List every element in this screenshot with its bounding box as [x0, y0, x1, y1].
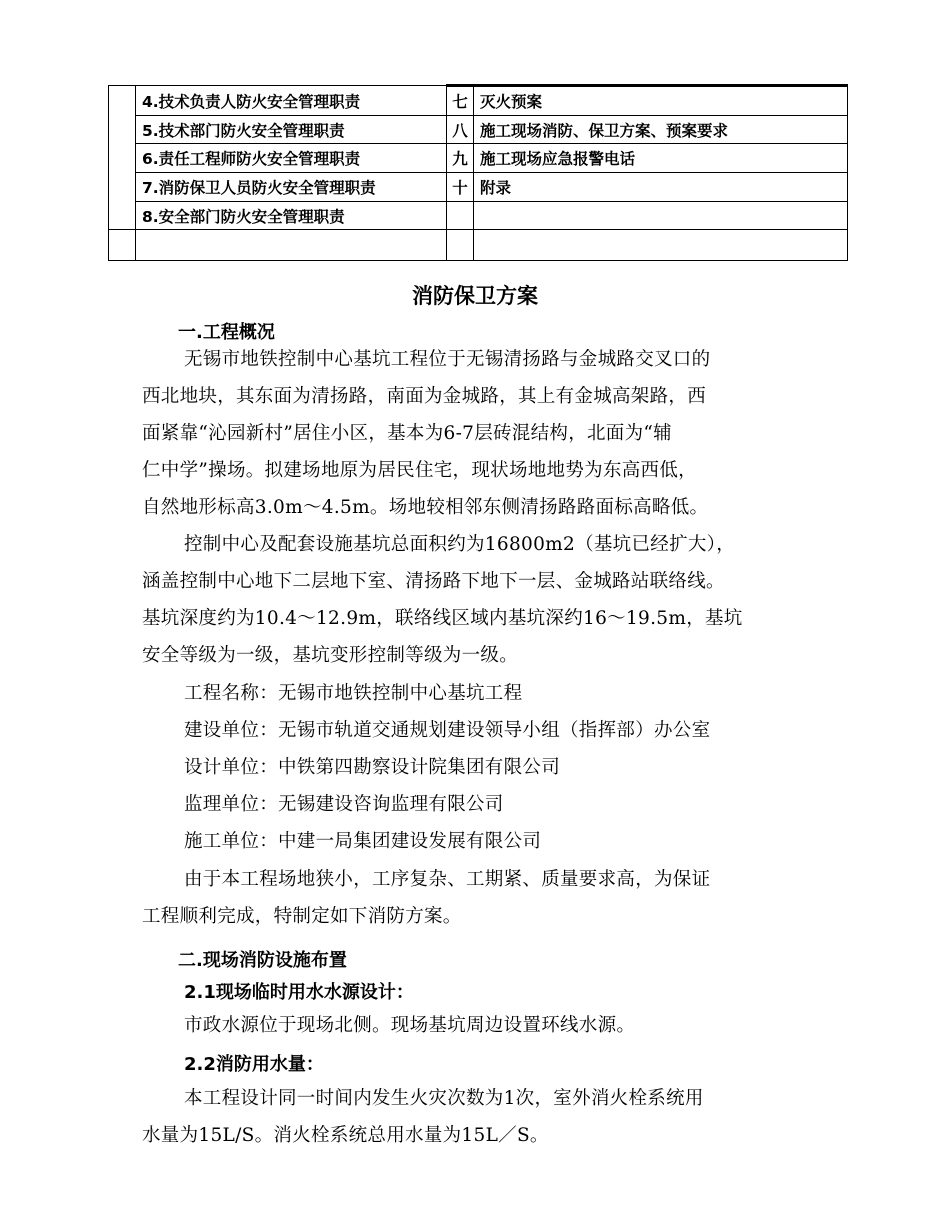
table-cell-blank — [109, 86, 136, 230]
document-title: 消防保卫方案 — [412, 284, 538, 308]
paragraph-line: 控制中心及配套设施基坑总面积约为16800m2（基坑已经扩大）， — [184, 534, 736, 555]
table-cell-left: 6.责任工程师防火安全管理职责 — [136, 144, 447, 173]
paragraph-line: 面紧靠“沁园新村”居住小区，基本为6-7层砖混结构，北面为“辅 — [142, 423, 672, 444]
table-cell-left: 4.技术负责人防火安全管理职责 — [136, 86, 447, 116]
table-cell-left: 8.安全部门防火安全管理职责 — [136, 202, 447, 230]
table-cell-left: 5.技术部门防火安全管理职责 — [136, 116, 447, 144]
paragraph-line: 基坑深度约为10.4～12.9m，联络线区域内基坑深约16～19.5m，基坑 — [142, 608, 743, 629]
paragraph-line: 自然地形标高3.0m～4.5m。场地较相邻东侧清扬路路面标高略低。 — [142, 497, 709, 518]
table-row — [109, 173, 848, 202]
section-heading: 一.工程概况 — [178, 322, 275, 343]
project-info-line: 设计单位：中铁第四勘察设计院集团有限公司 — [184, 757, 561, 778]
paragraph-line: 无锡市地铁控制中心基坑工程位于无锡清扬路与金城路交叉口的 — [184, 349, 711, 370]
table-cell-blank — [474, 230, 848, 261]
table-cell-right: 施工现场消防、保卫方案、预案要求 — [474, 116, 848, 144]
paragraph-line: 工程顺利完成，特制定如下消防方案。 — [142, 906, 462, 927]
table-cell-blank — [109, 230, 136, 261]
section-heading: 二.现场消防设施布置 — [178, 950, 347, 971]
paragraph-line: 涵盖控制中心地下二层地下室、清扬路下地下一层、金城路站联络线。 — [142, 571, 725, 592]
table-cell-number: 九 — [447, 144, 474, 173]
table-cell-number: 十 — [447, 173, 474, 202]
contents-table — [108, 84, 848, 261]
subsection-heading: 2.2消防用水量： — [184, 1054, 324, 1075]
table-cell-number: 八 — [447, 116, 474, 144]
subsection-heading: 2.1现场临时用水水源设计： — [184, 982, 414, 1003]
paragraph-line: 西北地块，其东面为清扬路，南面为金城路，其上有金城高架路，西 — [142, 386, 707, 407]
table-cell-right: 附录 — [474, 173, 848, 202]
table-cell-number: 七 — [447, 86, 474, 116]
paragraph-line: 仁中学”操场。拟建场地原为居民住宅，现状场地地势为东高西低， — [142, 460, 697, 481]
table-cell-number — [447, 202, 474, 230]
paragraph-line: 市政水源位于现场北侧。现场基坑周边设置环线水源。 — [184, 1015, 636, 1036]
project-info-line: 工程名称：无锡市地铁控制中心基坑工程 — [184, 683, 523, 704]
project-info-line: 建设单位：无锡市轨道交通规划建设领导小组（指挥部）办公室 — [184, 720, 711, 741]
table-row — [109, 144, 848, 173]
project-info-line: 施工单位：中建一局集团建设发展有限公司 — [184, 831, 542, 852]
project-info-line: 监理单位：无锡建设咨询监理有限公司 — [184, 794, 504, 815]
table-cell-right — [474, 202, 848, 230]
table-row — [109, 86, 848, 116]
table-cell-right: 施工现场应急报警电话 — [474, 144, 848, 173]
paragraph-line: 安全等级为一级，基坑变形控制等级为一级。 — [142, 645, 519, 666]
table-row — [109, 202, 848, 230]
paragraph-line: 本工程设计同一时间内发生火灾次数为1次，室外消火栓系统用 — [184, 1088, 704, 1109]
table-row — [109, 116, 848, 144]
table-cell-blank — [447, 230, 474, 261]
paragraph-line: 由于本工程场地狭小，工序复杂、工期紧、质量要求高，为保证 — [184, 869, 711, 890]
paragraph-line: 水量为15L/S。消火栓系统总用水量为15L／S。 — [142, 1125, 549, 1146]
table-row — [109, 230, 848, 261]
table-cell-right: 灭火预案 — [474, 86, 848, 116]
table-cell-blank — [136, 230, 447, 261]
table-cell-left: 7.消防保卫人员防火安全管理职责 — [136, 173, 447, 202]
